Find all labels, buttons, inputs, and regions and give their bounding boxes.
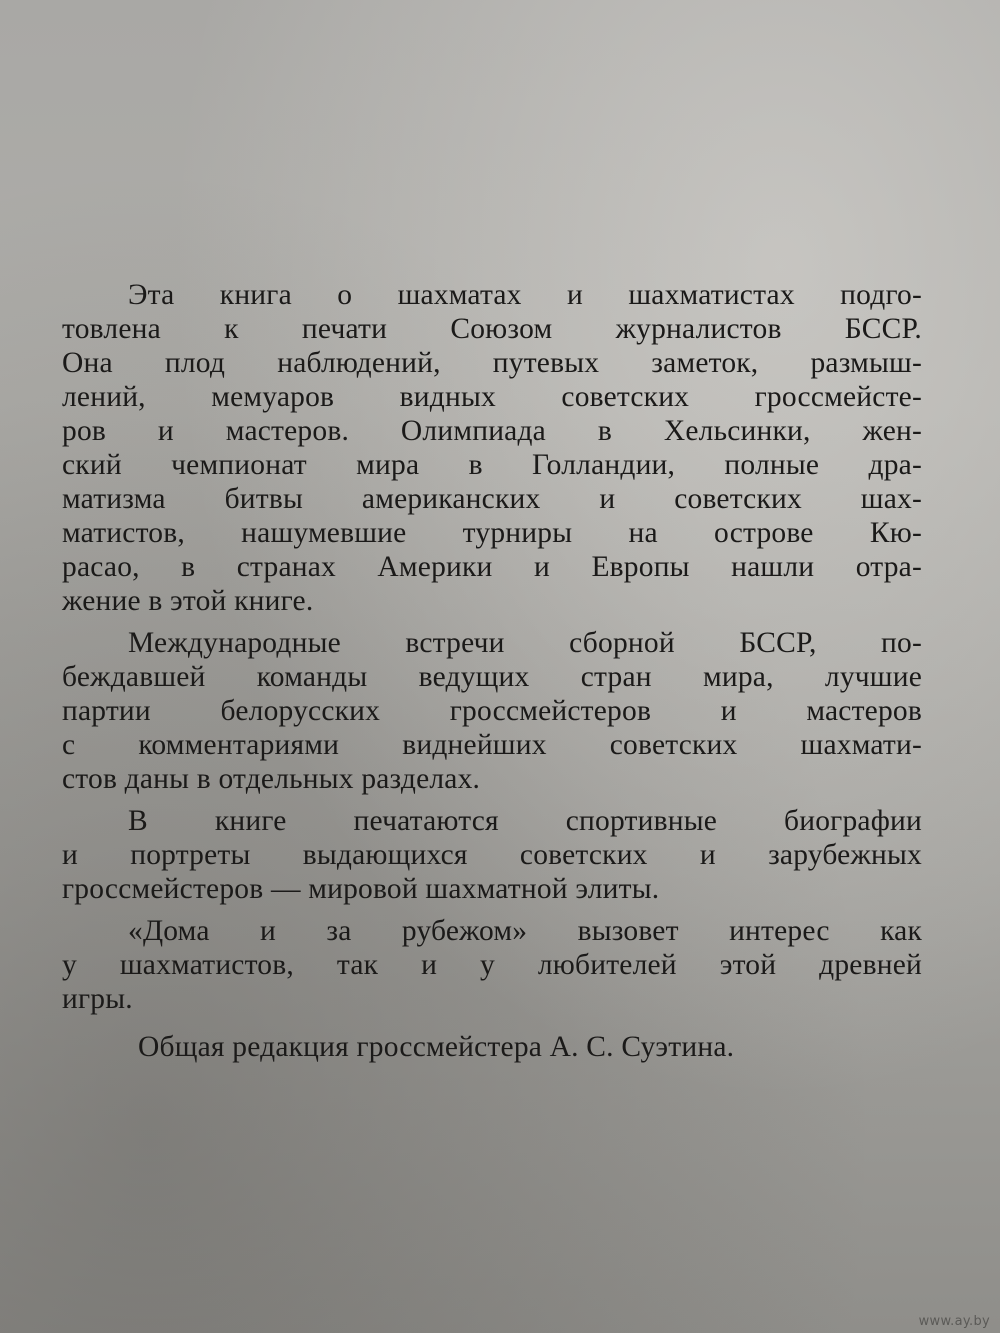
text-line: у шахматистов, так и у любителей этой древней bbox=[62, 949, 922, 981]
text-line: расао, в странах Америки и Европы нашли отра- bbox=[62, 551, 922, 583]
paragraph-spacer bbox=[62, 796, 922, 804]
paragraph-spacer bbox=[62, 906, 922, 914]
text-line: матизма битвы американских и советских шах- bbox=[62, 483, 922, 515]
site-watermark: www.ay.by bbox=[918, 1314, 990, 1329]
paragraph-2 bbox=[62, 626, 922, 796]
text-line: с комментариями виднейших советских шахмати- bbox=[62, 729, 922, 761]
paragraph-4 bbox=[62, 914, 922, 1016]
text-line: Эта книга о шахматах и шахматистах подго- bbox=[128, 279, 922, 311]
text-line: Она плод наблюдений, путевых заметок, размыш- bbox=[62, 347, 922, 379]
text-line: ров и мастеров. Олимпиада в Хельсинки, жен- bbox=[62, 415, 922, 447]
text-line: матистов, нашумевшие турниры на острове Кю- bbox=[62, 517, 922, 549]
paragraph-3 bbox=[62, 804, 922, 906]
text-line: Международные встречи сборной БССР, по- bbox=[128, 627, 922, 659]
text-line: беждавшей команды ведущих стран мира, лучшие bbox=[62, 661, 922, 693]
text-line: гроссмейстеров — мировой шахматной элиты. bbox=[62, 873, 660, 905]
text-line: и портреты выдающихся советских и зарубежных bbox=[62, 839, 922, 871]
text-line: стов даны в отдельных разделах. bbox=[62, 763, 481, 795]
text-line: игры. bbox=[62, 983, 133, 1015]
text-line: лений, мемуаров видных советских гроссмейсте- bbox=[62, 381, 922, 413]
text-line: ский чемпионат мира в Голландии, полные дра- bbox=[62, 449, 922, 481]
text-line: В книге печатаются спортивные биографии bbox=[128, 805, 922, 837]
paragraph-1 bbox=[62, 278, 922, 618]
text-line: жение в этой книге. bbox=[62, 585, 314, 617]
paragraph-spacer bbox=[62, 618, 922, 626]
annotation-text bbox=[62, 278, 922, 1064]
text-line: товлена к печати Союзом журналистов БССР. bbox=[62, 313, 922, 345]
text-line: партии белорусских гроссмейстеров и мастеров bbox=[62, 695, 922, 727]
text-line: «Дома и за рубежом» вызовет интерес как bbox=[128, 915, 922, 947]
editor-credit: Общая редакция гроссмейстера А. С. Суэтина. bbox=[138, 1031, 735, 1063]
